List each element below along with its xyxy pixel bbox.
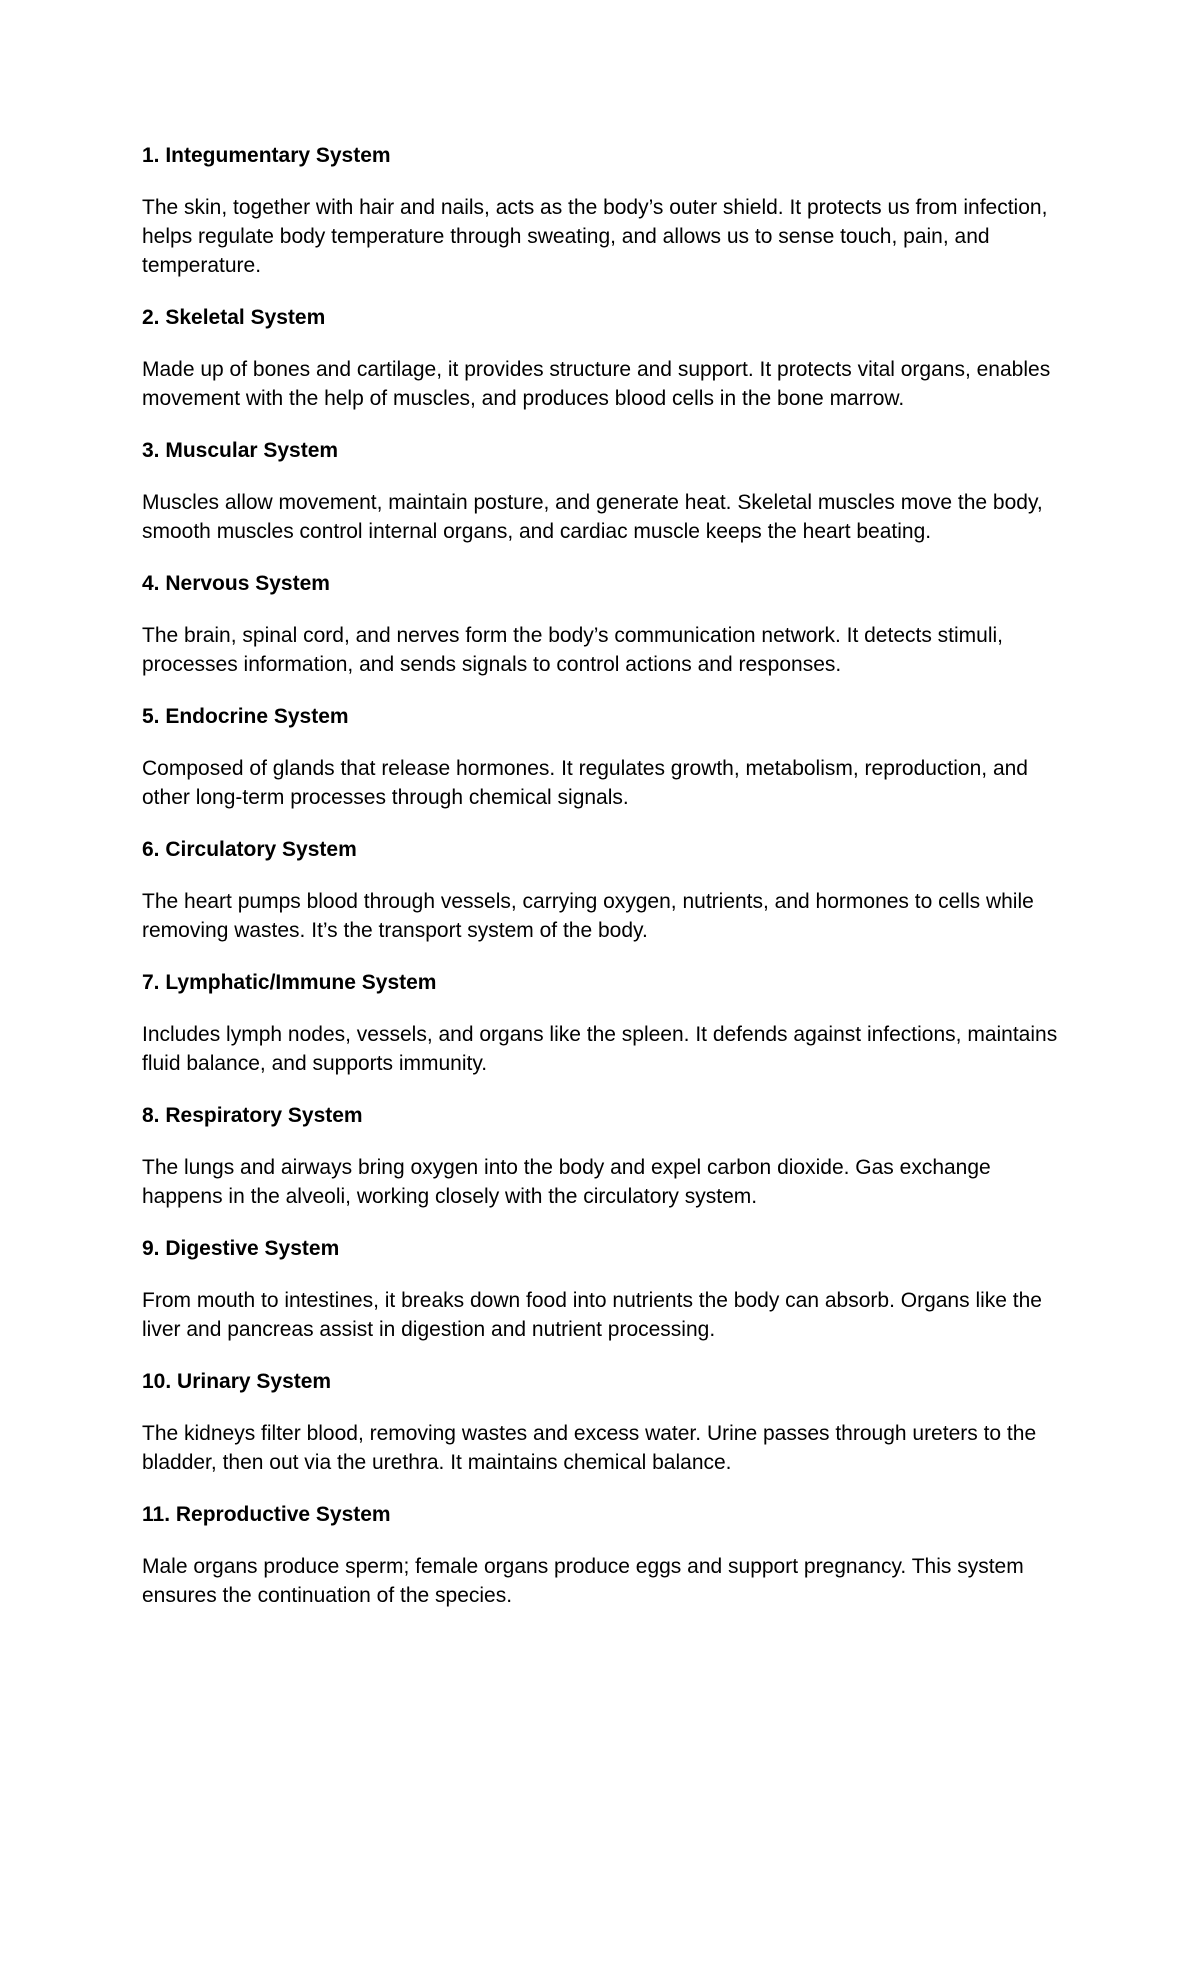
section-heading: 5. Endocrine System: [142, 705, 349, 728]
section-body: The heart pumps blood through vessels, carrying oxygen, nutrients, and hormones to cells while removing wastes. It’s the transport system of the body.: [142, 890, 1034, 942]
section-integumentary: [142, 141, 1072, 280]
document-page: [142, 141, 1072, 1633]
section-body: Includes lymph nodes, vessels, and organs like the spleen. It defends against infections, maintains fluid balance, and supports immunity.: [142, 1023, 1058, 1075]
section-muscular: [142, 436, 1072, 546]
section-body: Composed of glands that release hormones. It regulates growth, metabolism, reproduction, and other long-term processes through chemical signals.: [142, 757, 1028, 809]
section-digestive: [142, 1234, 1072, 1344]
section-body: Male organs produce sperm; female organs produce eggs and support pregnancy. This system ensures the continuation of the species.: [142, 1555, 1024, 1607]
section-heading: 7. Lymphatic/Immune System: [142, 971, 437, 994]
section-heading: 8. Respiratory System: [142, 1104, 363, 1127]
section-heading: 11. Reproductive System: [142, 1503, 391, 1526]
section-body: Made up of bones and cartilage, it provides structure and support. It protects vital organs, enables movement with the help of muscles, and produces blood cells in the bone marrow.: [142, 358, 1051, 410]
section-heading: 2. Skeletal System: [142, 306, 326, 329]
section-respiratory: [142, 1101, 1072, 1211]
section-urinary: [142, 1367, 1072, 1477]
section-heading: 1. Integumentary System: [142, 144, 391, 167]
section-lymphatic-immune: [142, 968, 1072, 1078]
section-body: The lungs and airways bring oxygen into the body and expel carbon dioxide. Gas exchange happens in the alveoli, working closely with the circulatory system.: [142, 1156, 991, 1208]
section-heading: 9. Digestive System: [142, 1237, 340, 1260]
section-body: The skin, together with hair and nails, acts as the body’s outer shield. It protects us from infection, helps regulate body temperature through sweating, and allows us to sense touch, pain, and temperature.: [142, 196, 1048, 277]
section-heading: 4. Nervous System: [142, 572, 330, 595]
section-heading: 6. Circulatory System: [142, 838, 357, 861]
section-skeletal: [142, 303, 1072, 413]
section-nervous: [142, 569, 1072, 679]
section-heading: 3. Muscular System: [142, 439, 339, 462]
section-body: From mouth to intestines, it breaks down food into nutrients the body can absorb. Organs like the liver and pancreas assist in digestion and nutrient processing.: [142, 1289, 1042, 1341]
section-body: The kidneys filter blood, removing wastes and excess water. Urine passes through ureters to the bladder, then out via the urethra. It maintains chemical balance.: [142, 1422, 1037, 1474]
section-reproductive: [142, 1500, 1072, 1610]
section-body: Muscles allow movement, maintain posture, and generate heat. Skeletal muscles move the body, smooth muscles control internal organs, and cardiac muscle keeps the heart beating.: [142, 491, 1043, 543]
section-endocrine: [142, 702, 1072, 812]
section-body: The brain, spinal cord, and nerves form the body’s communication network. It detects stimuli, processes information, and sends signals to control actions and responses.: [142, 624, 1004, 676]
section-heading: 10. Urinary System: [142, 1370, 332, 1393]
section-circulatory: [142, 835, 1072, 945]
